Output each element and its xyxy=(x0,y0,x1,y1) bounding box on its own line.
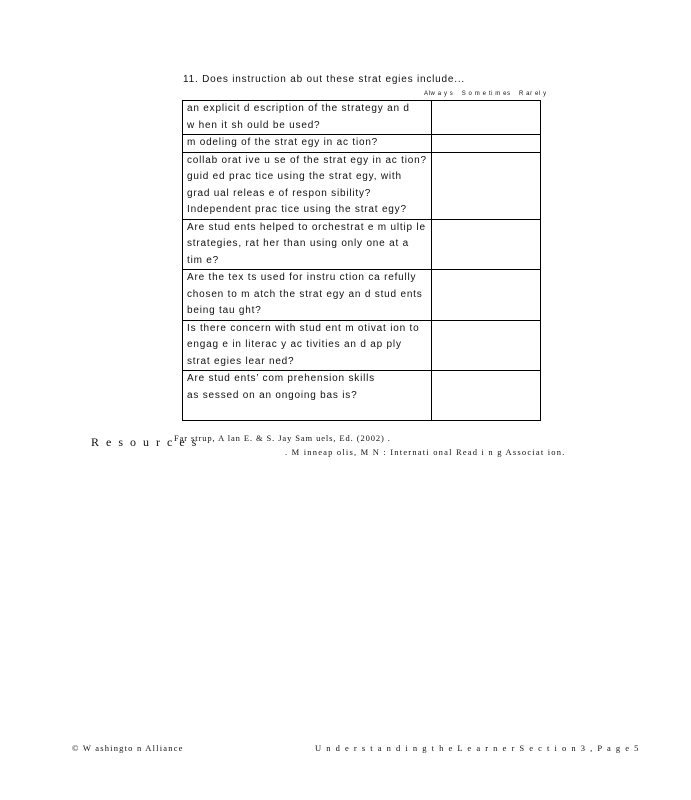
checklist-item-text: Are stud ents’ com prehension skills as sessed on an ongoing bas is? xyxy=(183,371,432,421)
checklist-item-text: Is there concern with stud ent m otivat ion to engag e in literac y ac tivities an d ap ply strat egies lear ned? xyxy=(183,320,432,371)
resource-citation-line1: Far strup, A lan E. & S. Jay Sam uels, Ed. (2002) . xyxy=(174,433,391,443)
checklist-rating-cell[interactable] xyxy=(432,270,541,321)
checklist-row xyxy=(183,135,541,153)
checklist-row xyxy=(183,152,541,219)
rating-scale-header xyxy=(424,91,553,97)
strategy-checklist-table xyxy=(182,100,541,421)
checklist-rating-cell[interactable] xyxy=(432,135,541,153)
footer-copyright: © W ashingto n Alliance xyxy=(72,743,184,753)
rating-always-label: Alw a y s xyxy=(424,91,454,97)
footer-page-info: U n d e r s t a n d i n g t h e L e a r n e r S e c t i o n 3 , P a g e 5 xyxy=(315,743,640,753)
resources-heading: R e s o u r c e s xyxy=(91,435,199,449)
rating-sometimes-label: S o m e ti m es xyxy=(461,91,511,97)
checklist-rating-cell[interactable] xyxy=(432,101,541,135)
checklist-item-text: m odeling of the strat egy in ac tion? xyxy=(183,135,432,153)
checklist-item-text: Are the tex ts used for instru ction ca refully chosen to m atch the strat egy an d stud ents being tau ght? xyxy=(183,270,432,321)
checklist-row xyxy=(183,320,541,371)
rating-rarely-label: R ar el y xyxy=(518,91,547,97)
resource-citation-line2: . M inneap olis, M N : Internati onal Read i n g Associat ion. xyxy=(285,447,566,457)
checklist-item-text: collab orat ive u se of the strat egy in ac tion? guid ed prac tice using the strat egy, with grad ual releas e of respon sibility? Independent prac tice using the strat egy? xyxy=(183,152,432,219)
checklist-rating-cell[interactable] xyxy=(432,371,541,421)
checklist-row xyxy=(183,101,541,135)
checklist-rating-cell[interactable] xyxy=(432,320,541,371)
question-title: 11. Does instruction ab out these strat egies include... xyxy=(183,74,465,85)
checklist-row xyxy=(183,219,541,270)
checklist-rating-cell[interactable] xyxy=(432,219,541,270)
checklist-row xyxy=(183,270,541,321)
checklist-item-text: an explicit d escription of the strategy an d w hen it sh ould be used? xyxy=(183,101,432,135)
checklist-rating-cell[interactable] xyxy=(432,152,541,219)
checklist-item-text: Are stud ents helped to orchestrat e m ultip le strategies, rat her than using only one at a tim e? xyxy=(183,219,432,270)
checklist-row xyxy=(183,371,541,421)
